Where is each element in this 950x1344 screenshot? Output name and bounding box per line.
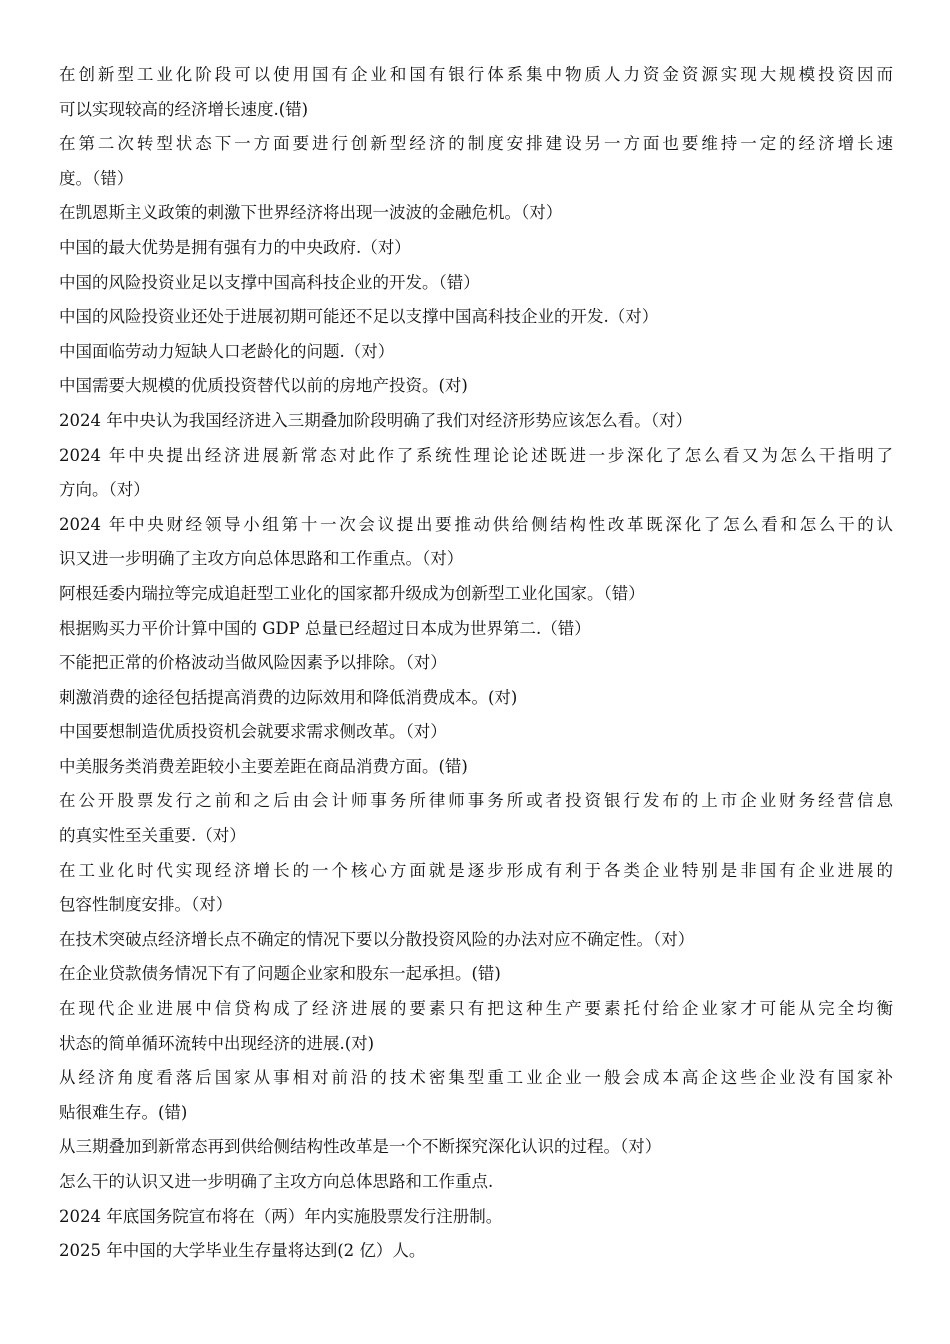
text-line: 在工业化时代实现经济增长的一个核心方面就是逐步形成有利于各类企业特别是非国有企业进展的 bbox=[59, 860, 893, 880]
text-line: 方向。（对） bbox=[59, 480, 150, 500]
text-line: 从三期叠加到新常态再到供给侧结构性改革是一个不断探究深化认识的过程。（对） bbox=[59, 1137, 662, 1157]
text-line: 怎么干的认识又进一步明确了主攻方向总体思路和工作重点. bbox=[59, 1172, 494, 1191]
text-line: 2024 年底国务院宣布将在（两）年内实施股票发行注册制。 bbox=[59, 1206, 503, 1226]
text-line: 中国的风险投资业还处于进展初期可能还不足以支撑中国高科技企业的开发.（对） bbox=[59, 307, 659, 327]
text-line: 在技术突破点经济增长点不确定的情况下要以分散投资风险的办法对应不确定性。（对） bbox=[59, 929, 695, 949]
text-line: 在凯恩斯主义政策的刺激下世界经济将出现一波波的金融危机。（对） bbox=[59, 203, 563, 223]
text-line: 在第二次转型状态下一方面要进行创新型经济的制度安排建设另一方面也要维持一定的经济增长速 bbox=[59, 134, 893, 154]
text-line: 中国面临劳动力短缺人口老龄化的问题.（对） bbox=[59, 341, 395, 361]
text-line: 不能把正常的价格波动当做风险因素予以排除。（对） bbox=[59, 653, 447, 673]
text-line: 2025 年中国的大学毕业生存量将达到(2 亿）人。 bbox=[59, 1241, 426, 1261]
text-line: 根据购买力平价计算中国的 GDP 总量已经超过日本成为世界第二.（错） bbox=[59, 618, 591, 638]
text-line: 从经济角度看落后国家从事相对前沿的技术密集型重工业企业一般会成本高企这些企业没有国家补 bbox=[59, 1068, 893, 1088]
text-line: 阿根廷委内瑞拉等完成追赶型工业化的国家都升级成为创新型工业化国家。（错） bbox=[59, 583, 645, 603]
text-line: 2024 年中央提出经济进展新常态对此作了系统性理论论述既进一步深化了怎么看又为怎么干指明了 bbox=[59, 445, 893, 465]
text-line: 在创新型工业化阶段可以使用国有企业和国有银行体系集中物质人力资金资源实现大规模投资因而 bbox=[59, 65, 893, 84]
document-body bbox=[59, 58, 893, 1269]
text-line: 包容性制度安排。（对） bbox=[59, 895, 233, 915]
text-line: 2024 年中央财经领导小组第十一次会议提出要推动供给侧结构性改革既深化了怎么看和怎么干的认 bbox=[59, 514, 893, 534]
text-line: 中美服务类消费差距较小主要差距在商品消费方面。(错) bbox=[59, 756, 468, 776]
text-line: 度。（错） bbox=[59, 168, 134, 188]
text-line: 状态的简单循环流转中出现经济的进展.(对) bbox=[59, 1033, 375, 1053]
text-line: 2024 年中央认为我国经济进入三期叠加阶段明确了我们对经济形势应该怎么看。（对） bbox=[59, 410, 692, 430]
text-line: 中国需要大规模的优质投资替代以前的房地产投资。(对) bbox=[59, 376, 468, 396]
text-line: 中国的最大优势是拥有强有力的中央政府.（对） bbox=[59, 237, 411, 257]
text-line: 中国的风险投资业足以支撑中国高科技企业的开发。（错） bbox=[59, 272, 480, 292]
text-line: 可以实现较高的经济增长速度.(错) bbox=[59, 99, 309, 119]
text-line: 的真实性至关重要.（对） bbox=[59, 826, 246, 846]
text-line: 刺激消费的途径包括提高消费的边际效用和降低消费成本。(对) bbox=[59, 687, 518, 707]
text-line: 在公开股票发行之前和之后由会计师事务所律师事务所或者投资银行发布的上市企业财务经营信息 bbox=[59, 791, 893, 811]
text-line: 贴很难生存。(错) bbox=[59, 1102, 188, 1122]
text-line: 识又进一步明确了主攻方向总体思路和工作重点。（对） bbox=[59, 549, 464, 569]
text-line: 在企业贷款债务情况下有了问题企业家和股东一起承担。(错) bbox=[59, 964, 501, 984]
text-line: 在现代企业进展中信贷构成了经济进展的要素只有把这种生产要素托付给企业家才可能从完全均衡 bbox=[59, 999, 893, 1019]
text-line: 中国要想制造优质投资机会就要求需求侧改革。（对） bbox=[59, 722, 447, 742]
